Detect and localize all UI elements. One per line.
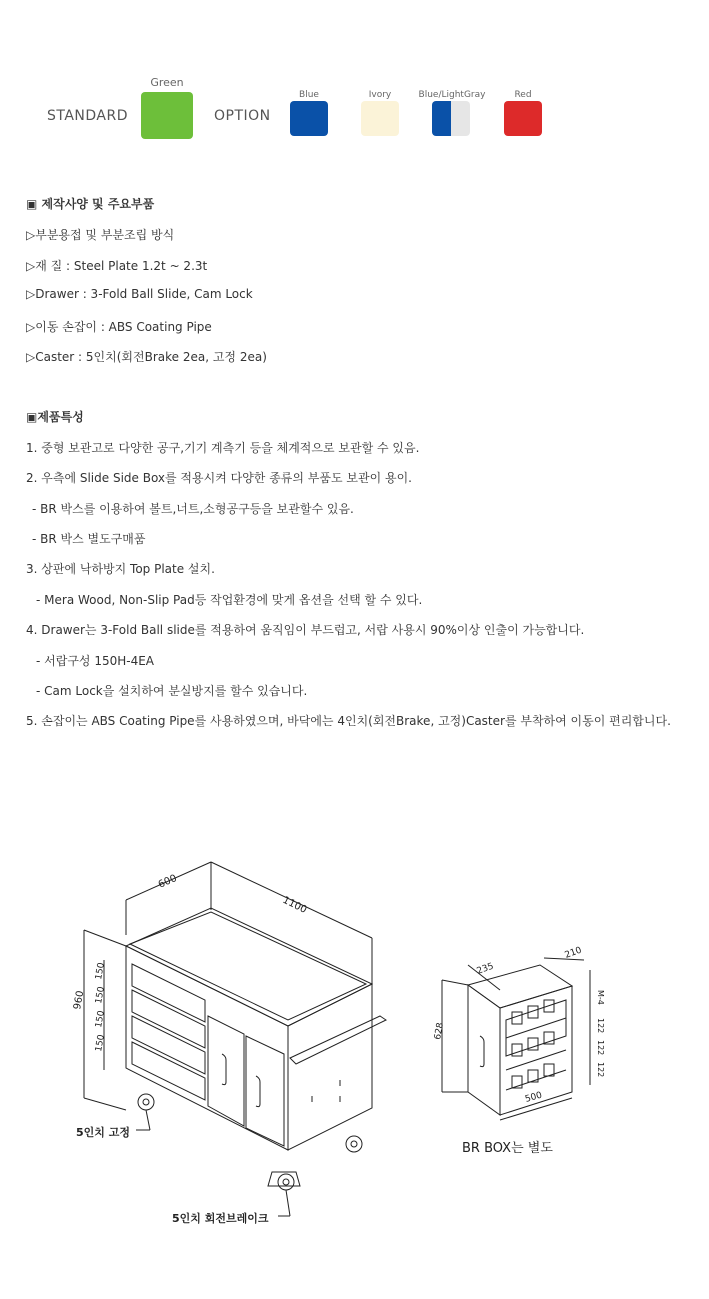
dim-150: 150 <box>94 961 107 981</box>
br-dim-right: 122 <box>596 1062 605 1078</box>
swatch-label-red: Red <box>514 90 532 100</box>
swatch-label-green: Green <box>150 76 184 89</box>
spec-item: ▷부분용접 및 부분조립 방식 <box>26 228 175 242</box>
swatch-label-blue-lightgray: Blue/LightGray <box>418 90 486 100</box>
br-dim-628: 628 <box>433 1021 446 1041</box>
feature-line: - 서랍구성 150H-4EA <box>36 654 155 668</box>
br-box-caption: BR BOX는 별도 <box>462 1141 553 1156</box>
br-dim-235: 235 <box>475 961 496 977</box>
feature-line: 4. Drawer는 3-Fold Ball slide를 적용하여 움직임이 부드럽고, 서랍 사용시 90%이상 인출이 가능합니다. <box>26 623 585 637</box>
br-dim-500: 500 <box>524 1090 544 1105</box>
dim-150: 150 <box>94 1009 107 1029</box>
swatch-blue <box>290 101 328 136</box>
swatch-green <box>141 92 193 139</box>
swatch-label-ivory: Ivory <box>368 90 392 100</box>
swatch-blue-lightgray <box>432 101 470 136</box>
br-dim-right: 122 <box>596 1018 605 1034</box>
feature-line: 2. 우측에 Slide Side Box를 적용시켜 다양한 종류의 부품도 보관이 용이. <box>26 471 412 485</box>
dim-1100: 1100 <box>280 894 309 916</box>
spec-item: ▷이동 손잡이 : ABS Coating Pipe <box>26 320 212 334</box>
caster-brake-label: 5인치 회전브레이크 <box>172 1212 269 1225</box>
spec-item: ▷Drawer : 3-Fold Ball Slide, Cam Lock <box>26 287 253 301</box>
feature-line: - BR 박스 별도구매품 <box>32 532 146 546</box>
feature-line: 1. 중형 보관고로 다양한 공구,기기 계측기 등을 체계적으로 보관할 수 있음. <box>26 441 420 455</box>
swatch-ivory <box>361 101 399 136</box>
br-dim-right: M-4 <box>596 990 605 1005</box>
feature-line: - Mera Wood, Non-Slip Pad등 작업환경에 맞게 옵션을 선택 할 수 있다. <box>36 593 423 607</box>
br-dim-right: 122 <box>596 1040 605 1056</box>
swatch-red <box>504 101 542 136</box>
dim-150: 150 <box>94 1033 107 1053</box>
feature-line: 3. 상판에 낙하방지 Top Plate 설치. <box>26 562 215 576</box>
dim-960: 960 <box>72 989 87 1011</box>
option-label: OPTION <box>214 108 271 124</box>
feature-line: - Cam Lock을 설치하여 분실방지를 할수 있습니다. <box>36 684 308 698</box>
spec-item: ▷Caster : 5인치(회전Brake 2ea, 고정 2ea) <box>26 350 267 364</box>
swatch-label-blue: Blue <box>299 90 319 100</box>
feature-line: 5. 손잡이는 ABS Coating Pipe를 사용하였으며, 바닥에는 4인치(회전Brake, 고정)Caster를 부착하여 이동이 편리합니다. <box>26 714 671 728</box>
standard-label: STANDARD <box>47 108 129 124</box>
features-title: ▣제품특성 <box>26 410 84 424</box>
caster-fixed-label: 5인치 고정 <box>76 1126 130 1139</box>
dim-600: 600 <box>156 872 179 891</box>
dim-150: 150 <box>94 985 107 1005</box>
product-drawing <box>0 840 709 1260</box>
spec-item: ▷재 질 : Steel Plate 1.2t ~ 2.3t <box>26 259 208 273</box>
br-dim-210: 210 <box>563 945 584 961</box>
spec-title: ▣ 제작사양 및 주요부품 <box>26 197 155 211</box>
feature-line: - BR 박스를 이용하여 볼트,너트,소형공구등을 보관할수 있음. <box>32 502 354 516</box>
